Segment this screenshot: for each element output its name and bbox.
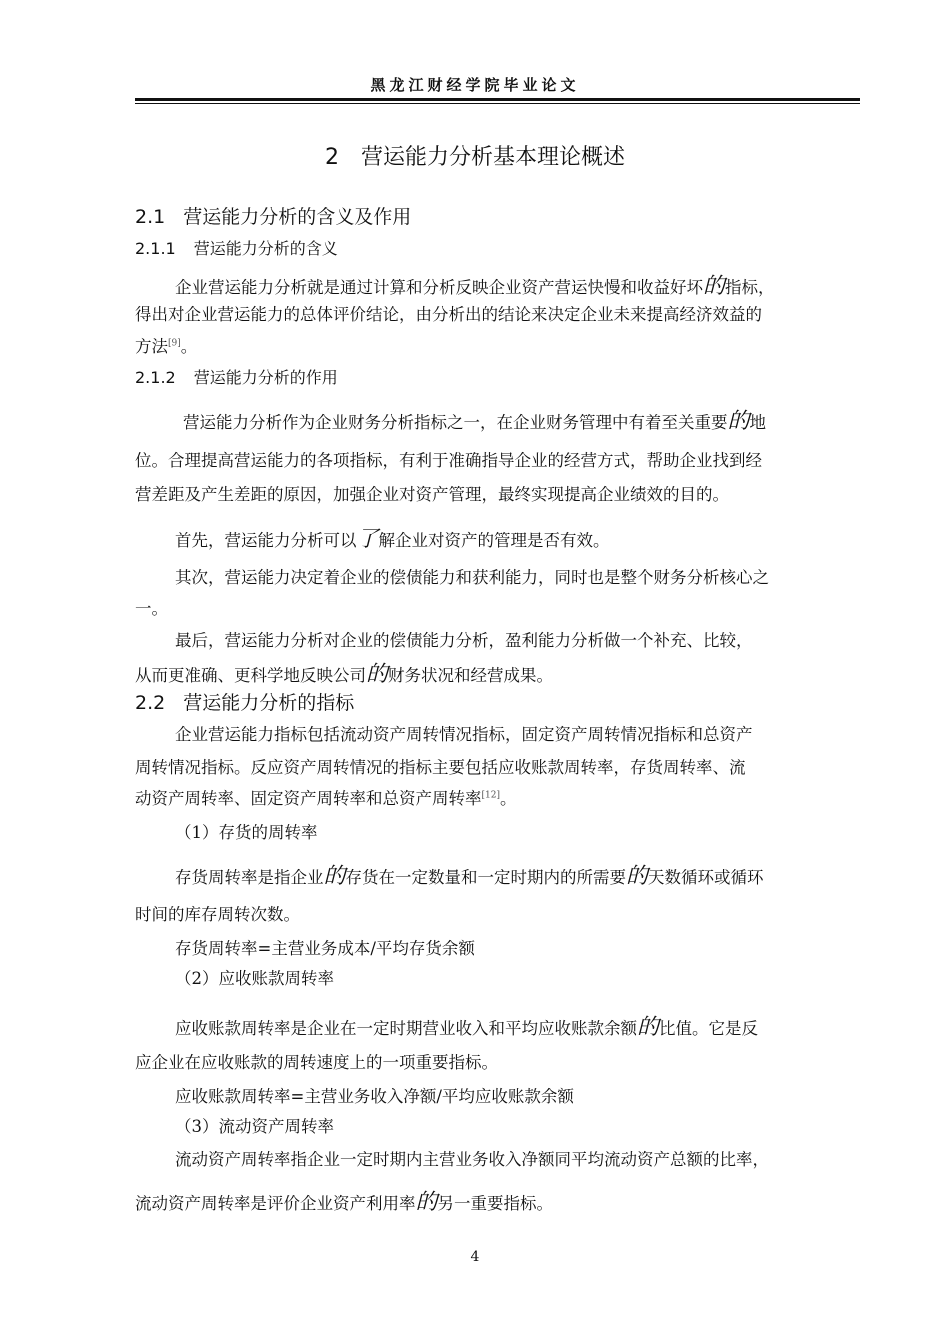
section-number: 2.1 (135, 206, 166, 228)
formula: 存货周转率=主营业务成本/平均存货余额 (175, 939, 475, 958)
paragraph-line (183, 404, 766, 435)
chapter-title: 2 营运能力分析基本理论概述 (325, 145, 625, 170)
paragraph-line (135, 1185, 553, 1216)
paragraph-line (175, 859, 764, 890)
paragraph-line: 营差距及产生差距的原因，加强企业对资产管理，最终实现提高企业绩效的目的。 (135, 485, 729, 504)
page-number: 4 (470, 1249, 480, 1265)
text-run: 首先，营运能力分析可以 (175, 531, 357, 550)
text-run: 动资产周转率、固定资产周转率和总资产周转率 (135, 789, 482, 808)
text-run: 从而更准确、更科学地反映公司 (135, 666, 366, 685)
subsection-heading-2-1-2 (135, 365, 338, 388)
paragraph-line: 企业营运能力指标包括流动资产周转情况指标，固定资产周转情况指标和总资产 (175, 725, 753, 744)
list-item-label: （2）应收账款周转率 (175, 969, 334, 988)
text-run: 指标， (725, 278, 775, 297)
formula: 应收账款周转率=主营业务收入净额/平均应收账款余额 (175, 1087, 574, 1106)
text-run: 的 (637, 1015, 660, 1040)
list-item-label: （1）存货的周转率 (175, 823, 318, 842)
section-heading-2-1 (135, 202, 411, 229)
citation: [12] (481, 790, 500, 801)
subsection-heading-2-1-1 (135, 236, 338, 259)
paragraph-line: 其次，营运能力决定着企业的偿债能力和获利能力，同时也是整个财务分析核心之 (175, 568, 769, 587)
text-run: 企业营运能力分析就是通过计算和分析反映企业资产营运快慢和收益好坏 (175, 278, 703, 297)
text-run: 天数循环或循环 (648, 868, 764, 887)
text-run: 财务状况和经营成果。 (388, 666, 554, 685)
text-run: 流动资产周转率是评价企业资产利用率 (135, 1194, 416, 1213)
section-title: 营运能力分析的含义及作用 (183, 206, 412, 228)
text-run: 。 (499, 789, 517, 808)
subsection-number: 2.1.2 (135, 368, 176, 387)
text-run: 的 (415, 1190, 438, 1215)
text-run: 方法 (135, 337, 168, 356)
paragraph-line (135, 333, 197, 357)
subsection-number: 2.1.1 (135, 239, 176, 258)
text-run: 了 (356, 527, 379, 552)
section-title: 营运能力分析的指标 (183, 692, 355, 714)
subsection-title: 营运能力分析的作用 (193, 368, 338, 387)
text-run: 的 (703, 274, 726, 299)
paragraph-line (175, 269, 775, 300)
paragraph-line: 时间的库存周转次数。 (135, 905, 300, 924)
paragraph-line: 一。 (135, 599, 168, 618)
list-item-label: （3）流动资产周转率 (175, 1117, 334, 1136)
text-run: 营运能力分析作为企业财务分析指标之一，在企业财务管理中有着至关重要 (183, 413, 728, 432)
text-run: 应收账款周转率是企业在一定时期营业收入和平均应收账款余额 (175, 1019, 637, 1038)
paragraph-line (175, 1010, 758, 1041)
text-run: 的 (727, 409, 750, 434)
paragraph-line: 得出对企业营运能力的总体评价结论，由分析出的结论来决定企业未来提高经济效益的 (135, 305, 762, 324)
paragraph-line: 流动资产周转率指企业一定时期内主营业务收入净额同平均流动资产总额的比率， (175, 1150, 769, 1169)
text-run: 的 (366, 662, 389, 687)
paragraph-line: 应企业在应收账款的周转速度上的一项重要指标。 (135, 1053, 498, 1072)
paragraph-line (135, 785, 516, 809)
running-header: 黑龙江财经学院毕业论文 (370, 76, 580, 94)
paragraph-line (135, 657, 553, 688)
paragraph-line (175, 522, 610, 553)
paragraph-line: 最后，营运能力分析对企业的偿债能力分析，盈利能力分析做一个补充、比较， (175, 631, 753, 650)
citation: [9] (168, 338, 181, 349)
text-run: 比值。它是反 (659, 1019, 759, 1038)
text-run: 的 (626, 864, 649, 889)
text-run: 地 (749, 413, 767, 432)
header-rule-thick (135, 98, 860, 101)
text-run: 存货在一定数量和一定时期内的所需要 (345, 868, 627, 887)
text-run: 存货周转率是指企业 (175, 868, 324, 887)
section-heading-2-2 (135, 688, 354, 715)
text-run: 另一重要指标。 (437, 1194, 554, 1213)
subsection-title: 营运能力分析的含义 (193, 239, 338, 258)
text-run: 。 (180, 337, 198, 356)
text-run: 解企业对资产的管理是否有效。 (378, 531, 610, 550)
paragraph-line: 周转情况指标。反应资产周转情况的指标主要包括应收账款周转率，存货周转率、流 (135, 758, 746, 777)
header-rule-thin (135, 103, 860, 104)
paragraph-line: 位。合理提高营运能力的各项指标，有利于准确指导企业的经营方式，帮助企业找到经 (135, 451, 762, 470)
section-number: 2.2 (135, 692, 166, 714)
text-run: 的 (323, 864, 346, 889)
